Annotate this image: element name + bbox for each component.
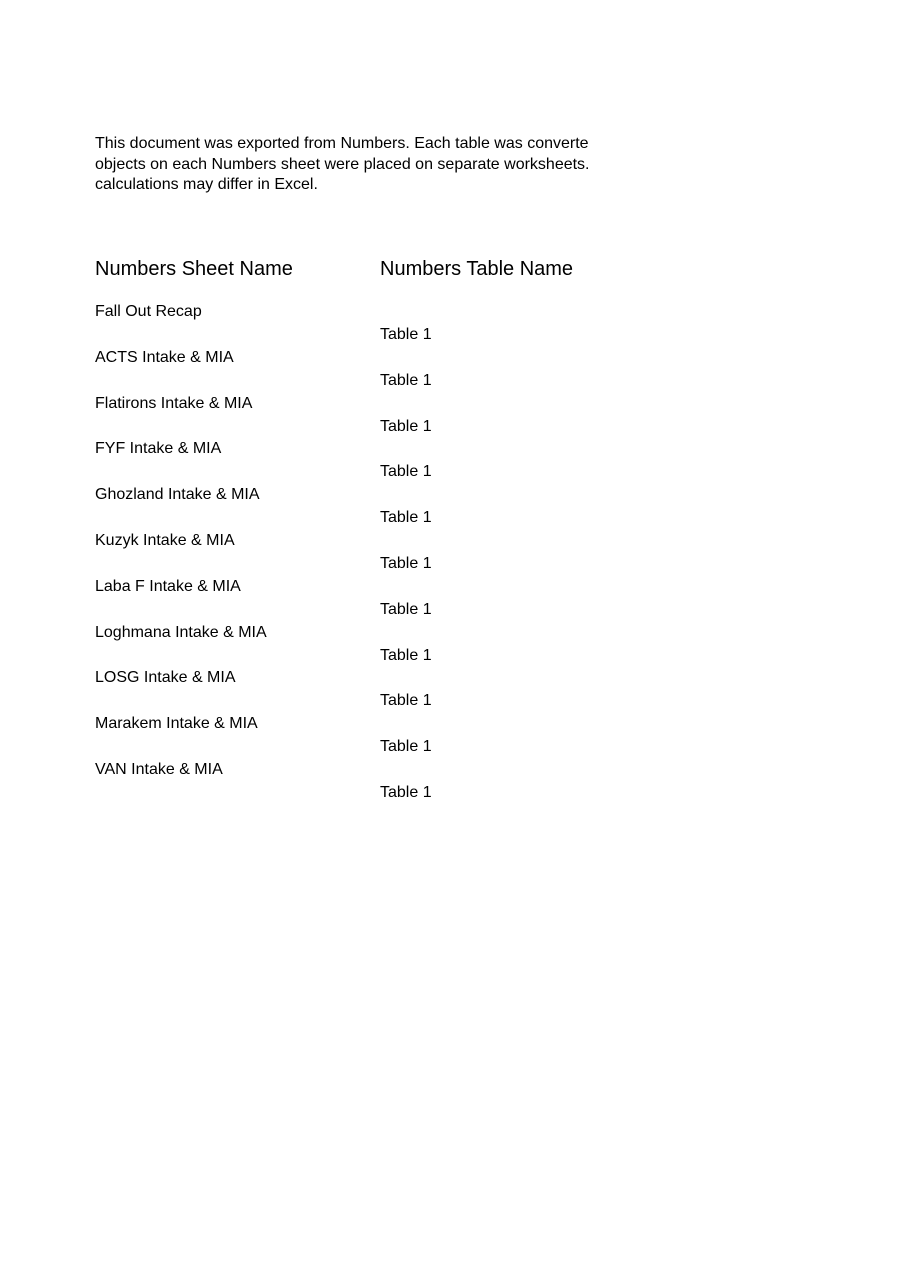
- list-item: [95, 531, 695, 577]
- table-name: Table 1: [380, 692, 432, 710]
- sheet-name: Fall Out Recap: [95, 303, 202, 320]
- sheet-name: ACTS Intake & MIA: [95, 348, 234, 366]
- sheet-name: Loghmana Intake & MIA: [95, 623, 267, 641]
- list-item: [95, 623, 695, 669]
- table-name-header: Numbers Table Name: [380, 258, 574, 280]
- list-item: [95, 714, 695, 760]
- sheet-name-header: Numbers Sheet Name: [95, 258, 293, 280]
- table-name: Table 1: [380, 646, 432, 664]
- sheet-name: Kuzyk Intake & MIA: [95, 531, 235, 549]
- sheet-name: FYF Intake & MIA: [95, 440, 222, 458]
- sheet-name: Laba F Intake & MIA: [95, 577, 241, 595]
- list-item: [95, 485, 695, 531]
- sheet-name: LOSG Intake & MIA: [95, 669, 236, 687]
- sheet-name: Ghozland Intake & MIA: [95, 486, 260, 504]
- list-item: [95, 760, 695, 806]
- table-name: Table 1: [380, 783, 432, 801]
- list-item: [95, 668, 695, 714]
- table-name: Table 1: [380, 554, 432, 572]
- table-name: Table 1: [380, 371, 432, 389]
- sheet-table-list: [95, 302, 695, 806]
- export-notice: [95, 134, 665, 196]
- table-name: Table 1: [380, 463, 432, 481]
- notice-line: calculations may differ in Excel.: [95, 176, 318, 193]
- list-item: [95, 394, 695, 440]
- notice-line: objects on each Numbers sheet were placed on separate worksheets.: [95, 155, 590, 173]
- notice-line: This document was exported from Numbers. Each table was converte: [95, 135, 589, 152]
- list-item: [95, 439, 695, 485]
- sheet-name: VAN Intake & MIA: [95, 760, 223, 778]
- table-name: Table 1: [380, 600, 432, 618]
- sheet-name: Marakem Intake & MIA: [95, 715, 258, 733]
- sheet-name: Flatirons Intake & MIA: [95, 394, 253, 412]
- list-item: [95, 348, 695, 394]
- table-name: Table 1: [380, 417, 432, 435]
- table-name: Table 1: [380, 738, 432, 756]
- list-item: [95, 302, 695, 348]
- table-name: Table 1: [380, 326, 432, 343]
- list-item: [95, 577, 695, 623]
- table-name: Table 1: [380, 509, 432, 527]
